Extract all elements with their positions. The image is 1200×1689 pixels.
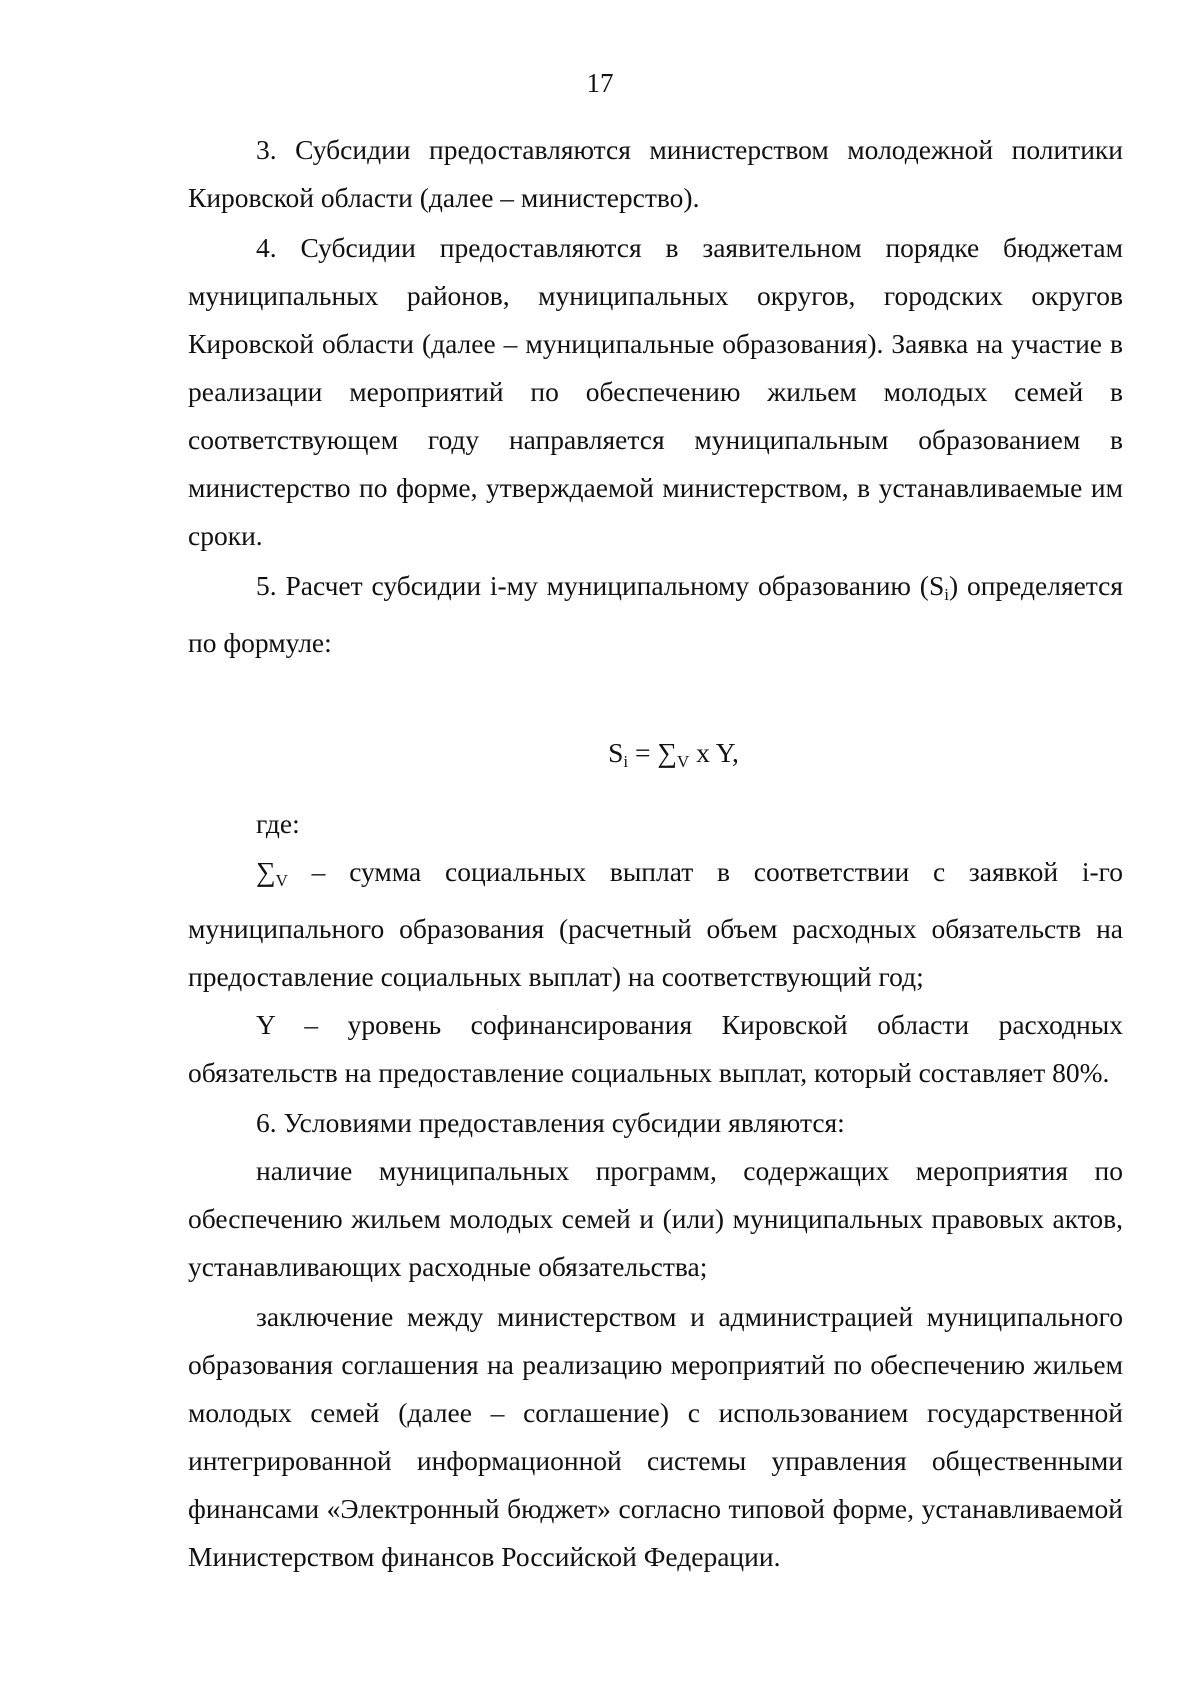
paragraph-5-end: ) определяется по формуле: (188, 570, 1124, 658)
formula-s: S (608, 737, 624, 768)
paragraph-6: 6. Условиями предоставления субсидии являются: (256, 1107, 845, 1138)
sum-symbol: ∑ (256, 856, 276, 887)
condition-item-2: заключение между министерством и администрацией муниципального образования соглашения на реализацию мероприятий по обеспечению жильем молодых семей (далее – соглашение) с использованием государственной интегрированной информационной системы управления общественными финансами «Электронный бюджет» согласно типовой форме, устанавливаемой Министерством финансов Российской Федерации. (188, 1301, 1123, 1572)
formula-rest: x Y, (689, 737, 739, 768)
formula-v-subscript: V (676, 752, 690, 771)
page-number: 17 (586, 68, 614, 98)
formula-equals-sum: = ∑ (628, 737, 677, 768)
subsidy-formula (188, 729, 1123, 786)
paragraph-5-subscript: i (944, 585, 949, 604)
sum-definition-text: – сумма социальных выплат в соответствии с заявкой i-го муниципального образования (расчетный объем расходных обязательств на предоставление социальных выплат) на соответствующий год; (188, 856, 1123, 992)
condition-item-1: наличие муниципальных программ, содержащих мероприятия по обеспечению жильем молодых семей и (или) муниципальных правовых актов, устанавливающих расходные обязательства; (188, 1155, 1123, 1282)
paragraph-3: 3. Субсидии предоставляются министерством молодежной политики Кировской области (далее – министерство). (188, 134, 1123, 213)
document-body (188, 126, 1123, 1581)
paragraph-5-text: 5. Расчет субсидии i-му муниципальному образованию (S (256, 570, 945, 601)
paragraph-5 (188, 562, 1123, 667)
sum-subscript: V (275, 871, 288, 890)
definition-sum (188, 848, 1123, 1001)
definition-y: Y – уровень софинансирования Кировской области расходных обязательств на предоставление социальных выплат, который составляет 80%. (188, 1009, 1123, 1088)
where-label: где: (256, 808, 300, 839)
formula-s-subscript: i (623, 752, 629, 771)
paragraph-4: 4. Субсидии предоставляются в заявительном порядке бюджетам муниципальных районов, муниципальных округов, городских округов Кировской области (далее – муниципальные образования). Заявка на участие в реализации мероприятий по обеспечению жильем молодых семей в соответствующем году направляется муниципальным образованием в министерство по форме, утверждаемой министерством, в устанавливаемые им сроки. (188, 232, 1123, 551)
